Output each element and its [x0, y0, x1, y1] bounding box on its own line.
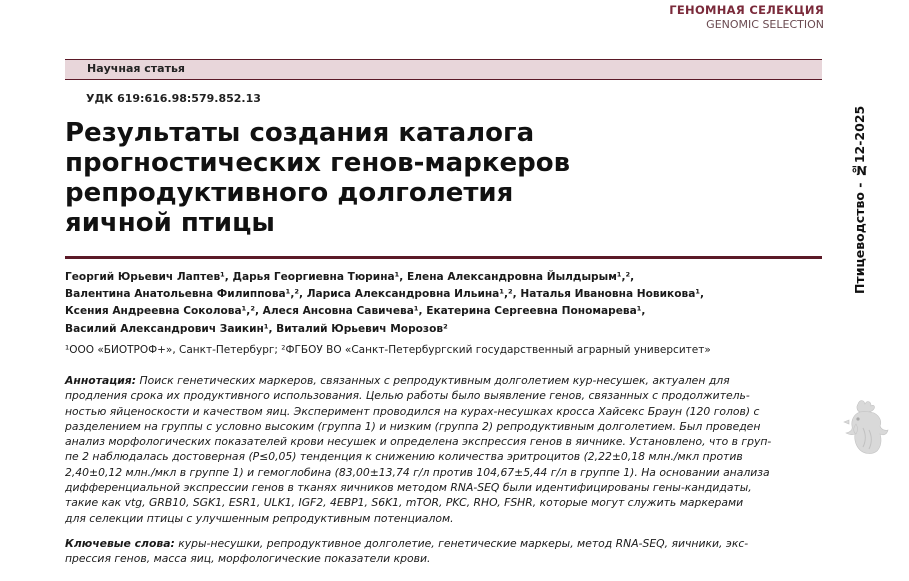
- keywords-first-text: куры-несушки, репродуктивное долголетие, генетические маркеры, метод RNA-SEQ, яичники, экс-: [174, 537, 749, 550]
- keywords-line: [65, 536, 825, 551]
- abstract-line: ностью яйценоскости и качеством яиц. Эксперимент проводился на курах-несушках кросса Хайсекс Браун (120 голов) с: [65, 404, 760, 418]
- section-header: [669, 3, 824, 31]
- title-line: прогностических генов-маркеров: [65, 148, 571, 178]
- author-list: [65, 269, 825, 338]
- keywords: [65, 536, 825, 567]
- author-line: Валентина Анатольевна Филиппова¹,², Лариса Александровна Ильина¹,², Наталья Ивановна Новикова¹,: [65, 288, 705, 301]
- abstract-line: пе 2 наблюдалась достоверная (P≤0,05) тенденция к снижению количества эритроцитов (2,22±0,18 млн./мкл против: [65, 450, 743, 464]
- author-line: Георгий Юрьевич Лаптев¹, Дарья Георгиевна Тюрина¹, Елена Александровна Йылдырым¹,²,: [65, 271, 635, 283]
- abstract-line: такие как vtg, GRB10, SGK1, ESR1, ULK1, IGF2, 4EBP1, S6K1, mTOR, PKC, RHO, FSHR, которые могут служить маркерами: [65, 496, 744, 510]
- article-type-bar: [65, 59, 822, 80]
- abstract-line: разделением на группы с условно высоким (группа 1) и низким (группа 2) репродуктивным долголетием. Был проведен: [65, 419, 761, 433]
- abstract-first-text: Поиск генетических маркеров, связанных с репродуктивным долголетием кур-несушек, актуален для: [136, 374, 730, 387]
- abstract: [65, 373, 825, 526]
- abstract-line: [65, 373, 825, 388]
- article-title: [65, 118, 765, 238]
- title-divider: [65, 256, 822, 259]
- rooster-icon: [836, 398, 890, 460]
- title-line: Результаты создания каталога: [65, 118, 535, 148]
- abstract-line: для селекции птицы с улучшенным репродуктивным потенциалом.: [65, 511, 454, 525]
- title-line: яичной птицы: [65, 208, 275, 238]
- section-name-ru: ГЕНОМНАЯ СЕЛЕКЦИЯ: [669, 3, 824, 17]
- abstract-line: продления срока их продуктивного использования. Целью работы было выявление генов, связанных с продолжитель-: [65, 389, 750, 403]
- author-line: Ксения Андреевна Соколова¹,², Алеся Ансовна Савичева¹, Екатерина Сергеевна Пономарева¹,: [65, 305, 646, 318]
- abstract-label: Аннотация:: [65, 374, 137, 387]
- abstract-line: 2,40±0,12 млн./мкл в группе 1) и гемоглобина (83,00±13,74 г/л против 104,67±5,44 г/л в группе 1). На основании анализа: [65, 465, 770, 479]
- keywords-line: прессия генов, масса яиц, морфологические показатели крови.: [65, 552, 431, 566]
- keywords-label: Ключевые слова:: [65, 537, 175, 550]
- udk-code: УДК 619:616.98:579.852.13: [86, 92, 261, 105]
- abstract-line: дифференциальной экспрессии генов в тканях яичников методом RNA-SEQ были идентифицированы гены-кандидаты,: [65, 481, 752, 495]
- title-line: репродуктивного долголетия: [65, 178, 514, 208]
- affiliations: ¹ООО «БИОТРОФ+», Санкт-Петербург; ²ФГБОУ ВО «Санкт-Петербургский государственный аграрный университет»: [65, 344, 711, 356]
- journal-issue-label: Птицеводство - №12-2025: [852, 106, 867, 295]
- author-line: Василий Александрович Заикин¹, Виталий Юрьевич Морозов²: [65, 322, 448, 335]
- section-name-en: GENOMIC SELECTION: [706, 18, 824, 31]
- abstract-line: анализ морфологических показателей крови несушек и определена экспрессия генов в яичнике. Установлено, что в груп-: [65, 435, 772, 449]
- article-type-label: Научная статья: [87, 62, 185, 75]
